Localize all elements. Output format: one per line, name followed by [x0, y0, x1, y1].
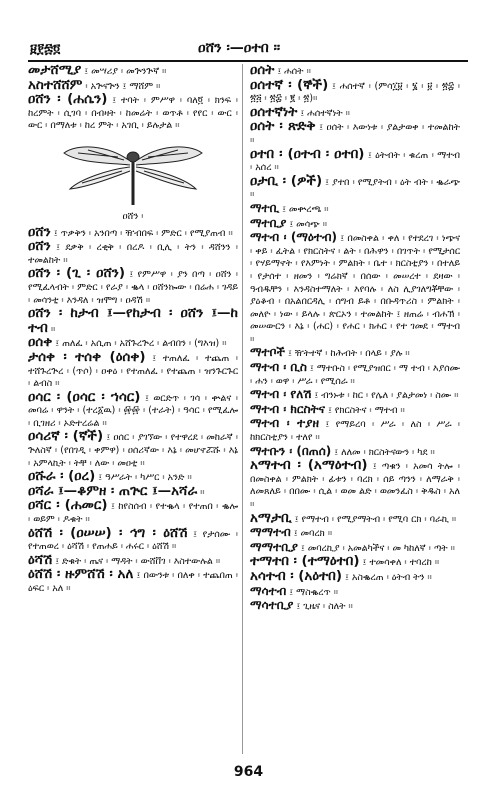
dictionary-entry — [250, 76, 460, 106]
entry-definition: ፤ ብንኑቱ ፡ ከር ፡ የሌለ ፡ ያልታመነ ፡ ስሙ ። — [314, 390, 459, 402]
entry-headword: ዐሸን ፡ (ጊ ፡ ዐሸን) — [28, 265, 126, 282]
left-column — [28, 64, 238, 596]
entry-headword: መታሸሚያ — [28, 62, 82, 78]
entry-definition: ፤ ተጠለፈ ፡ ተጨጠ ፡ ተሸጉረጕረ ፡ (ጥሶ) ፡ ዐቀዕ ፡ የተጠለፈ ፡ የተጨጠ ፡ ዝንጉርጉር ፡ ልብስ ። — [28, 352, 238, 390]
dictionary-entry — [28, 307, 238, 336]
dictionary-entry — [250, 172, 460, 202]
illustration-caption: ዐሸን ፡ — [122, 210, 144, 222]
entry-headword: ማማተቢያ — [250, 539, 298, 554]
entry-definition: ። — [50, 323, 56, 335]
entry-definition: ፤ መቍረጫ ። — [282, 203, 329, 215]
entry-headword: ማሳተቢያ — [250, 598, 294, 613]
entry-definition: ፤ ጣቁን ፡ አመሳ ትሎ ፡ በመስቀል ፡ ምልክት ፡ ፊቱን ፡ ባረክ ፡ ሰይ ጣንን ፡ ለማራቅ ፡ ለመጸለይ ፡ በበሙ ፡ ሲል ፡ ወመ ልድ ፡ ወመንፈስ ፡ ቅዱስ ፡ አለ ። — [250, 461, 460, 510]
entry-definition: ፤ ያተበ ፡ የሚያትብ ፡ ዕት ብት ፡ ቈራጭ ። — [250, 176, 460, 201]
entry-definition: ፤ የማይረባ ፡ ሥራ ፡ ለስ ፡ ሥራ ፡ ከክርስቲያን ፡ ተለየ ። — [250, 419, 461, 444]
dictionary-entry — [28, 348, 238, 391]
dictionary-entry — [28, 267, 238, 307]
dictionary-entry — [28, 524, 238, 554]
entry-definition: ፤ አስቈረጠ ፡ ዕትብ ትን ። — [345, 571, 432, 583]
entry-definition: ፤ ተባት ፡ ምሥዋ ፡ ባለ፬ ፡ ክንፍ ፡ ከረምት ፡ ሲገባ ፡ በብዛት ፡ ከመሬት ፡ ወጥቶ ፡ የየር ፡ ውር ፡ ውር ፡ በማለቱ ፡ ከረ ምት ፡ አገቢ ፡ ይሉታል ። — [28, 95, 238, 132]
entry-definition: ። — [200, 486, 205, 498]
entry-headword: ዕሸሽ ፡ (ዐሠሠ) ፡ ኅግ ፡ ዕሸሽ — [28, 524, 188, 541]
dictionary-entry — [250, 202, 460, 217]
entry-headword: ዐሰቀ — [28, 334, 53, 351]
dictionary-entry — [28, 499, 238, 526]
entry-definition: ፤ የምሥዋ ፡ ያን በጣ ፡ ዐሸን ፡ የሚፈላብት ፡ ምድር ፡ የራያ ፡ ቈላ ፡ ዐሸንኰው ፡ በሬሐ ፡ ገዳይ ፡ መሳንቲ ፡ እንዳለ ፡ ዝሞግ ፡ ዐዳሽ ። — [28, 269, 238, 306]
entry-headword: አሳተብ ፡ (አዕተበ) — [250, 567, 343, 584]
dictionary-entry — [250, 403, 460, 418]
dictionary-entry — [250, 231, 460, 346]
entry-definition: ፤ ጊዜና ፡ ስለት ። — [296, 601, 353, 613]
entry-definition: ፤ ደቃቅ ፡ ረቂቅ ፡ በረዶ ፡ ቢሊ ፡ ትን ፡ ዳሸንን ፡ ተመልከት ። — [28, 242, 238, 266]
entry-headword: ዐሻራ ፤—ቆምዘ ፡ ጠጕር ፤—አሻራ — [28, 482, 198, 499]
dictionary-entry — [250, 346, 460, 361]
dictionary-entry — [250, 585, 460, 600]
dictionary-entry — [250, 120, 460, 147]
entry-definition: ፤ ዓሥራት ፡ ካሥር ፡ አንድ ። — [98, 472, 192, 484]
entry-definition: ፤ ዕትብት ፡ ቁረጠ ፡ ማተብ ፡ አሰረ ። — [250, 149, 460, 174]
entry-definition: ፤ መሣሪያ ፡ መጕንጕኛ ። — [84, 66, 167, 77]
entry-headword: ዐሰተኛ ፡ (ኞች) — [250, 76, 329, 93]
entry-headword: ማማተብ — [250, 525, 291, 540]
entry-definition: ፤ ማተቡስ ፡ የሚያዝበር ፡ ማ ተብ ፡ እያሰሙ ፡ ሐን ፡ ወዋ ፡ ሥራ ፡ የሚሰራ ። — [250, 363, 460, 387]
entry-headword: ዕሻሽ — [28, 551, 53, 568]
page-number: 964 — [233, 764, 264, 780]
dictionary-entry — [250, 567, 460, 585]
entry-headword: ዐሰት — [250, 62, 275, 78]
entry-definition: ፤ ሐሰተኛ ፡ (ምሳ፲፱ ፡ ፮ ፡ ፱ ፡ ፳፰ ፡ ፳፭ ፡ ፳፰ ፡ ፪ ፡ ፳)። — [250, 80, 460, 105]
entry-definition: ፤ ጥቃቅን ፡ አንበጣ ፡ ዥብበፍ ፡ ምድር ፡ የሚያጠብ ። — [53, 227, 233, 239]
entry-definition: ፤ ለለመ ፡ ክርስትናውን ፡ ካደ ። — [334, 446, 435, 458]
entry-headword: ማተብ ፡ ክርስትና — [250, 401, 325, 416]
dragonfly-illustration — [58, 139, 208, 209]
entry-definition: ፤ የክርስትና ፡ ማተብ ። — [327, 404, 405, 416]
dictionary-entry — [250, 417, 460, 444]
entry-definition: ፤ ከየስሰብ ፡ የተቈላ ፡ የተጠበ ፡ ቈሎ ፡ ወይም ፡ ዶቁት ። — [28, 501, 239, 526]
dictionary-entry — [250, 217, 460, 232]
entry-definition: ፤ ድቁት ፡ ጤና ፡ ማዳት ፡ ውሸቨገ ፡ እስተውሉል ። — [55, 555, 221, 567]
entry-definition: ፤ መባረክ ። — [293, 528, 333, 540]
dictionary-entry — [28, 430, 238, 470]
entry-definition: ፤ የታሰሙ ፡ የተጠወረ ፡ ዕሻሽ ፡ የጠሐይ ፡ ሐሩር ፡ ዕሸሽ ። — [28, 528, 238, 553]
entry-headword: ማተቦች — [250, 345, 286, 360]
dictionary-entry — [250, 145, 460, 175]
dictionary-entry — [250, 526, 460, 541]
entry-definition: ፤ ጠለፈ ፡ አሲጠ ፡ አሸጉረጕረ ፡ ልብበን ፡ (ግእዝ) ። — [55, 338, 227, 350]
entry-definition: ፤ ማስቈረጥ ። — [289, 586, 339, 598]
header-guide-words: ዐሸን ፡—ዐተበ ። — [198, 40, 281, 56]
entry-headword: ዐሹራ ፡ (ዐረ) — [28, 468, 96, 485]
entry-headword: ዐሸን — [28, 223, 51, 240]
entry-headword: ማተቡን ፡ (በጠሰ) — [250, 443, 332, 458]
dictionary-entry — [250, 388, 460, 403]
entry-headword: ማተብ ፡ ቢስ — [250, 360, 307, 375]
dictionary-entry — [28, 93, 238, 133]
column-divider — [242, 64, 243, 754]
entry-definition: ፤ የማተብ ፡ የሚያማትብ ፡ የሚባ ርክ ፡ ባራኪ ። — [294, 513, 457, 525]
dictionary-entry — [28, 223, 238, 241]
header-page-ethiopic-number: ፱፻፷፬ — [30, 42, 61, 57]
entry-headword: ዐሻር ፡ (ሐመር) — [28, 497, 108, 514]
entry-headword: ታሰቀ ፡ ተሰቀ (ዕሰቀ) — [28, 348, 146, 365]
entry-headword: አማታቢ — [250, 509, 292, 526]
dictionary-entry — [28, 240, 238, 267]
entry-headword: ዐተበ ፡ (ዐተብ ፡ ዐተበ) — [250, 145, 365, 162]
dictionary-entry — [250, 599, 460, 614]
dictionary-entry — [250, 509, 460, 527]
entry-headword: ዐሰት ፡ ጽድቅ — [250, 118, 316, 135]
entry-headword: ማሳተብ — [250, 583, 287, 598]
entry-headword: ማተቢ — [250, 200, 280, 215]
entry-headword: ዐሳሪኛ ፡ (ኛች) — [28, 428, 104, 445]
dictionary-entry — [250, 361, 460, 388]
entry-definition: ፡ አጕናጕን ፤ ማሸም ። — [85, 80, 161, 92]
entry-headword: ማተቢያ — [250, 215, 287, 230]
entry-definition: ፤ በመስቀል ፡ ቀለ ፡ የተደረገ ፡ ነጭና ፡ ቀይ ፡ ፈትል ፡ የክርስትና ፡ ልት ፡ በሕዋን ፡ በገጥት ፡ የሚታሰር ፡ የሃይማኖት ፡ የእምነት ፡ ምልክት ፡ ቤተ ፡ ክርስቲያን ፡ በተለይ ፡ የታሰተ ፡ ዘመን ፡ ግሬክኛ ፡ በሰው ፡ መሠረተ ፡ ደዛው ፡ ዓብዱቸን ፡ እንዳስተማለት ፡ እየባሉ ፡ ለስ ሊያገለግቾቸው ፡ ያዕቆብ ፡ በአልበርዳሊ ፡ ሰግብ ይቶ ፡ በቡዳጥሪስ ፡ ምልክት ፡ መለዮ ፡ ነው ፡ ይላሉ ፡ ጵርኦን ፡ ተመልከት ፤ ዘጠሬ ፡ ብሐኽ ፡ መሠውርን ፡ እኔ ፡ (ሐር) ፡ የሐር ፡ ክሐር ፡ የተ ገመደ ፡ ማተብ ። — [250, 233, 460, 345]
entry-headword: ዐሸን ፡ (ሐሴን) — [28, 91, 108, 108]
entry-headword: ዐሳር ፡ (ዐሳር ፡ ኀሳር) — [28, 388, 141, 405]
dictionary-entry — [28, 568, 238, 595]
entry-headword: አስተሸሸም — [28, 76, 83, 93]
entry-definition: ፤ ወርድጥ ፡ ገሳ ፡ ቍልና ፡ መባሬ ፡ ዋንት ፡ (ተረ፩ዉ) ፡ ፼፼ ፡ (ተራት) ፡ ዓሳር ፡ የሚፈሎ ፡ ቢገዘሪ ፡ ኦድተረሬል ። — [28, 392, 238, 429]
entry-headword: ዐሸን ፡ ከታብ ፤—የከታብ ፡ ዐሸን ፤—ከ ተብ — [28, 305, 238, 336]
entry-headword: ዐሸን — [28, 238, 51, 255]
entry-headword: ማተብ ፡ የለሽ — [250, 387, 312, 402]
header-rule — [28, 60, 468, 62]
entry-definition: ፤ በውንቱ ፡ በለቀ ፡ ተጨበጠ ፡ ዕፍር ፡ አለ ። — [28, 570, 238, 594]
entry-definition: ፤ ዐሰት ፡ እውነቱ ፡ ያልታወቀ ፡ ተመልከት ። — [250, 122, 460, 146]
entry-definition: ፤ ዐሰር ፡ ያገኘው ፡ የተዋረደ ፡ መከራኛ ፡ ጕለስኛ ፡ (የበገዲ ፡ ቀምዋ) ፡ ዐሰሪኛው ፡ እኔ ፡ መሆኖሯሹ ፡ እኔ ፡ አምላኪት ፡ ትቸ ፡ ለው ፡ መዐቲ ። — [28, 432, 238, 469]
entry-definition: ፤ ዥትተኛ ፡ ከሕብት ፡ በላይ ፡ ያሉ ። — [288, 348, 410, 360]
entry-definition: ፤ ሐሰተኛነት ። — [300, 107, 350, 119]
entry-headword: አማተብ ፡ (አማዕተብ) — [250, 457, 368, 474]
dictionary-entry — [250, 459, 460, 511]
dictionary-entry — [28, 388, 238, 431]
entry-headword: ዐሰተኛነት — [250, 103, 298, 120]
entry-definition: ፤ መባረኪያ ፡ አመልካችና ፡ መ ካከለኛ ፡ ጣት ። — [300, 542, 455, 554]
entry-headword: ተማተበ ፡ (ተማዕተበ) — [250, 553, 360, 570]
entry-headword: ማተብ ፡ ተያዘ — [250, 416, 320, 431]
entry-definition: ፤ ተመሳቀለ ፡ ተባረከ ። — [362, 557, 440, 569]
entry-definition: ፤ መሳጭ ። — [289, 218, 327, 230]
entry-headword: ዐታቢ ፡ (ዎች) — [250, 172, 323, 189]
entry-headword: ማተብ ፡ (ማዕተብ) — [250, 230, 337, 245]
entry-definition: ፤ ሐሰት ። — [277, 66, 311, 77]
right-column — [250, 64, 460, 614]
entry-headword: ዕሸሽ ፡ ዙምሸሽ ፡ አለ — [28, 566, 134, 583]
